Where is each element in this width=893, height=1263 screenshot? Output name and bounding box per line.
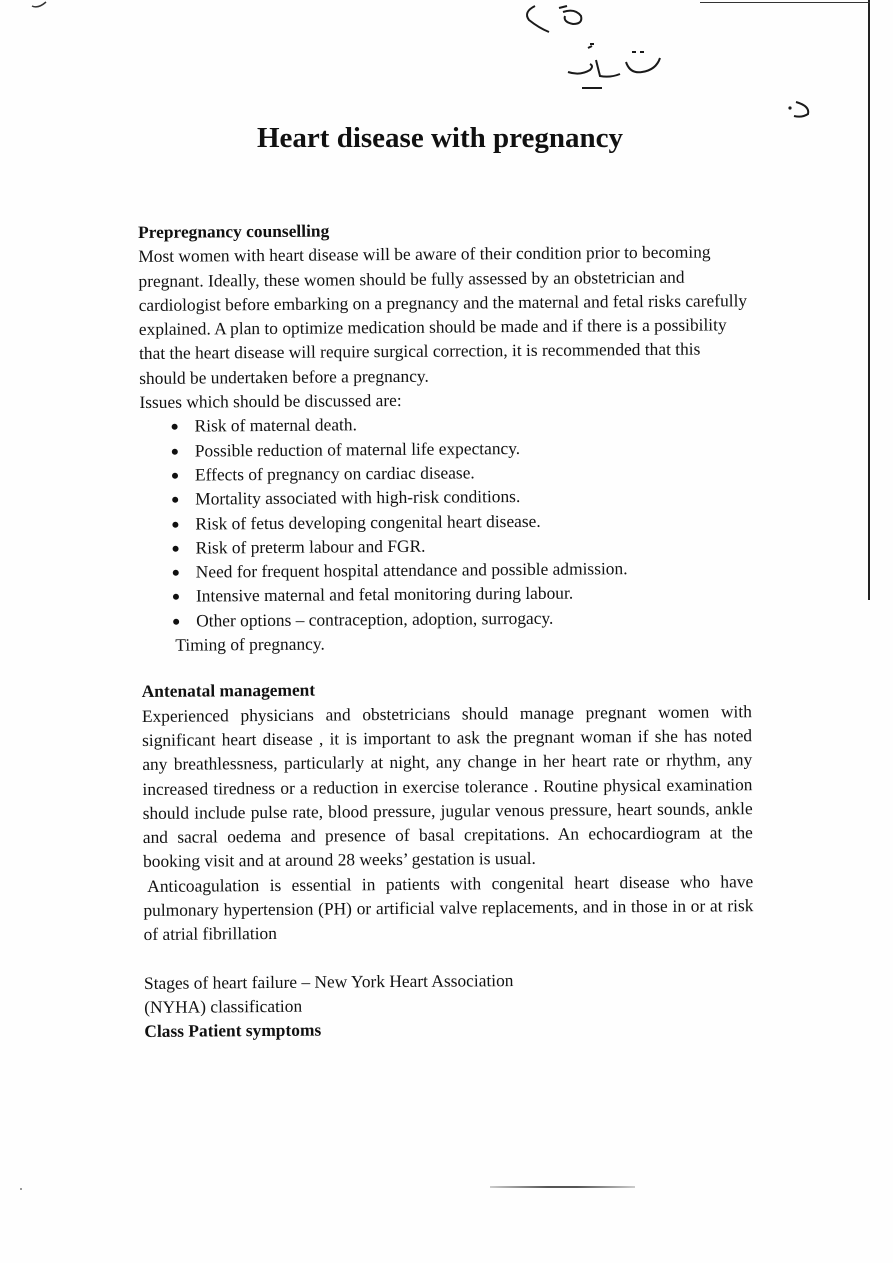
scan-speck (20, 1188, 22, 1190)
list-item: Effects of pregnancy on cardiac disease. (140, 458, 750, 487)
prepregnancy-paragraph: Most women with heart disease will be aware of their condition prior to becoming pregnant. Ideally, these women should be fully assessed by an obstetrician and cardiologist before embarking on a pregnancy and the maternal and fetal risks carefully explained. A plan to optimize medication should be made and if there is a possibility that the heart disease will require surgical correction, it is recommended that this should be undertaken before a pregnancy. (138, 241, 748, 388)
section-heading-prepregnancy: Prepregnancy counselling (138, 220, 330, 242)
handwritten-mark-3 (786, 98, 816, 122)
list-item: Possible reduction of maternal life expectancy. (140, 434, 750, 463)
handwritten-mark-1 (515, 2, 595, 38)
bottom-scan-line (490, 1186, 635, 1188)
list-item: Risk of preterm labour and FGR. (140, 531, 750, 560)
timing-line: Timing of pregnancy. (175, 633, 325, 655)
corner-tick-mark (30, 0, 50, 10)
handwritten-mark-2 (560, 42, 670, 94)
nyha-table-header: Class Patient symptoms (144, 1019, 322, 1042)
scan-edge-shadow (868, 0, 870, 600)
issues-list (140, 410, 752, 633)
nyha-line-2: (NYHA) classification (144, 995, 303, 1017)
section-heading-antenatal: Antenatal management (141, 679, 316, 702)
list-item: Other options – contraception, adoption, surrogacy. (141, 604, 751, 633)
list-item: Mortality associated with high-risk conditions. (140, 482, 750, 511)
list-item: Risk of maternal death. (140, 410, 750, 439)
nyha-line-1: Stages of heart failure – New York Heart Association (143, 969, 514, 993)
antenatal-paragraph-1: Experienced physicians and obstetricians should manage pregnant women with significant heart disease , it is important to ask the pregnant woman if she has noted any breathlessness, particularly at night, any change in her heart rate or rhythm, any increased tiredness or a reduction in exercise tolerance . Routine physical examination should include pulse rate, blood pressure, jugular venous pressure, heart sounds, ankle and sacral oedema and presence of basal crepitations. An echocardiogram at the booking visit and at around 28 weeks’ gestation is usual. (141, 700, 753, 872)
issues-intro: Issues which should be discussed are: (139, 390, 402, 413)
list-item: Risk of fetus developing congenital heart disease. (140, 507, 750, 536)
list-item: Intensive maternal and fetal monitoring during labour. (141, 580, 751, 609)
document-body (138, 215, 754, 1043)
antenatal-paragraph-2: Anticoagulation is essential in patients with congenital heart disease who have pulmonary hypertension (PH) or artificial valve replacements, and in those in or at risk of atrial fibrillation (143, 870, 754, 945)
scan-edge-top (700, 2, 870, 3)
page-title: Heart disease with pregnancy (257, 122, 623, 154)
list-item: Need for frequent hospital attendance and possible admission. (141, 555, 751, 584)
